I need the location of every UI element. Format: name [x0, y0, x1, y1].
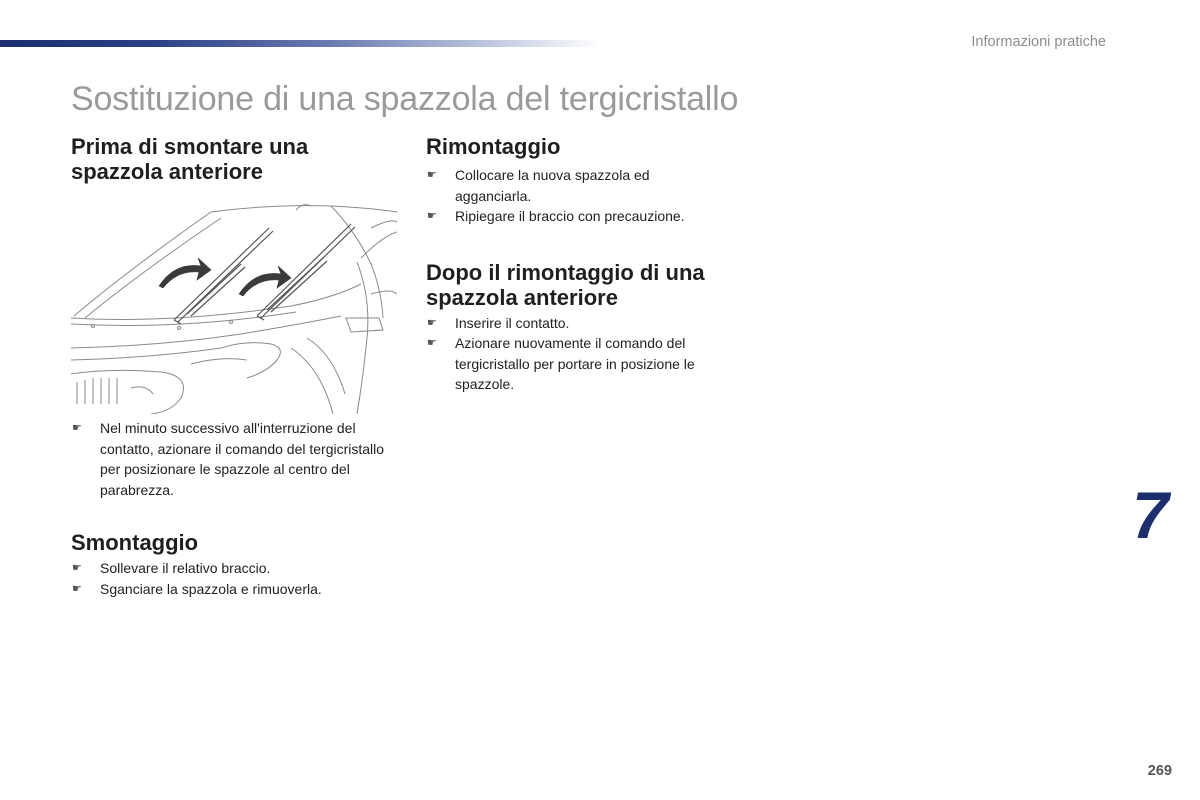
pointing-hand-icon: ☛: [72, 422, 82, 434]
refit-steps: [426, 165, 726, 227]
list-item: [71, 418, 401, 500]
page-title: Sostituzione di una spazzola del tergicristallo: [71, 80, 739, 118]
header-accent-bar: [0, 40, 600, 47]
step-text: Collocare la nuova spazzola ed agganciarla.: [455, 167, 650, 204]
list-item: [71, 558, 401, 579]
section-label: Informazioni pratiche: [971, 34, 1106, 50]
step-text: Azionare nuovamente il comando del tergicristallo per portare in posizione le spazzole.: [455, 335, 695, 392]
list-item: [426, 313, 726, 334]
chapter-number: 7: [1132, 478, 1169, 552]
list-item: [426, 165, 726, 206]
after-refit-steps: [426, 313, 726, 395]
step-text: Ripiegare il braccio con precauzione.: [455, 208, 685, 224]
pointing-hand-icon: ☛: [427, 169, 437, 181]
left-column: [71, 134, 401, 599]
list-item: [71, 579, 401, 600]
pointing-hand-icon: ☛: [427, 316, 437, 329]
pointing-hand-icon: ☛: [72, 562, 82, 574]
removal-steps: [71, 558, 401, 599]
step-text: Sganciare la spazzola e rimuoverla.: [100, 580, 322, 597]
pointing-hand-icon: ☛: [427, 210, 437, 222]
right-column: [426, 134, 756, 395]
before-removal-heading: Prima di smontare una spazzola anteriore: [71, 134, 309, 184]
windscreen-wiper-illustration: [71, 198, 397, 414]
list-item: [426, 333, 726, 395]
pointing-hand-icon: ☛: [427, 337, 437, 349]
step-text: Sollevare il relativo braccio.: [100, 560, 271, 576]
step-text: Inserire il contatto.: [455, 314, 570, 331]
refit-heading: Rimontaggio: [426, 134, 561, 159]
removal-heading: Smontaggio: [71, 530, 199, 555]
pointing-hand-icon: ☛: [72, 582, 82, 595]
step-text: Nel minuto successivo all'interruzione del contatto, azionare il comando del tergicristallo per posizionare le spazzole al centro del parabrezza.: [100, 420, 385, 498]
list-item: [426, 206, 726, 227]
before-removal-steps: [71, 418, 401, 500]
page-number: 269: [1147, 763, 1172, 779]
after-refit-heading: Dopo il rimontaggio di una spazzola anteriore: [426, 259, 705, 310]
